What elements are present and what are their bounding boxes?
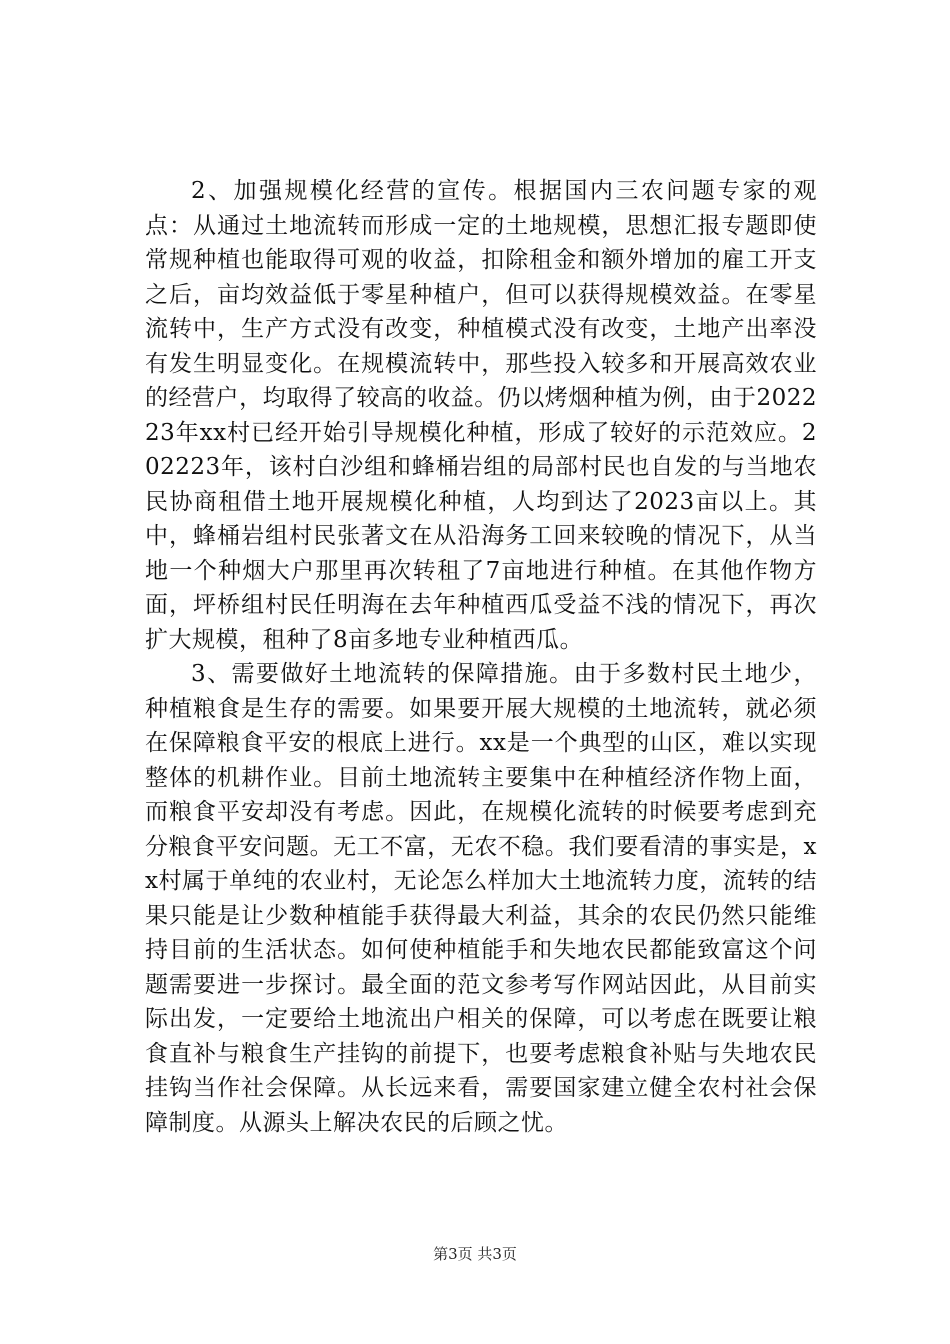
page-number-footer: 第3页 共3页 [433, 1245, 517, 1263]
document-body [145, 174, 817, 1140]
paragraph-scale-operation-publicity: 2、加强规模化经营的宣传。根据国内三农问题专家的观点：从通过土地流转而形成一定的土地规模，思想汇报专题即使常规种植也能取得可观的收益，扣除租金和额外增加的雇工开支之后，亩均效益低于零星种植户，但可以获得规模效益。在零星流转中，生产方式没有改变，种植模式没有改变，土地产出率没有发生明显变化。在规模流转中，那些投入较多和开展高效农业的经营户，均取得了较高的收益。仍以烤烟种植为例，由于202223年xx村已经开始引导规模化种植，形成了较好的示范效应。202223年，该村白沙组和蜂桶岩组的局部村民也自发的与当地农民协商租借土地开展规模化种植，人均到达了2023亩以上。其中，蜂桶岩组村民张著文在从沿海务工回来较晚的情况下，从当地一个种烟大户那里再次转租了7亩地进行种植。在其他作物方面，坪桥组村民任明海在去年种植西瓜受益不浅的情况下，再次扩大规模，租种了8亩多地专业种植西瓜。 [145, 178, 817, 653]
paragraph-land-transfer-safeguards: 3、需要做好土地流转的保障措施。由于多数村民土地少，种植粮食是生存的需要。如果要开展大规模的土地流转，就必须在保障粮食平安的根底上进行。xx是一个典型的山区，难以实现整体的机耕作业。目前土地流转主要集中在种植经济作物上面，而粮食平安却没有考虑。因此，在规模化流转的时候要考虑到充分粮食平安问题。无工不富，无农不稳。我们要看清的事实是，xx村属于单纯的农业村，无论怎么样加大土地流转力度，流转的结果只能是让少数种植能手获得最大利益，其余的农民仍然只能维持目前的生活状态。如何使种植能手和失地农民都能致富这个问题需要进一步探讨。最全面的范文参考写作网站因此，从目前实际出发，一定要给土地流出户相关的保障，可以考虑在既要让粮食直补与粮食生产挂钩的前提下，也要考虑粮食补贴与失地农民挂钩当作社会保障。从长远来看，需要国家建立健全农村社会保障制度。从源头上解决农民的后顾之忧。 [145, 661, 817, 1136]
